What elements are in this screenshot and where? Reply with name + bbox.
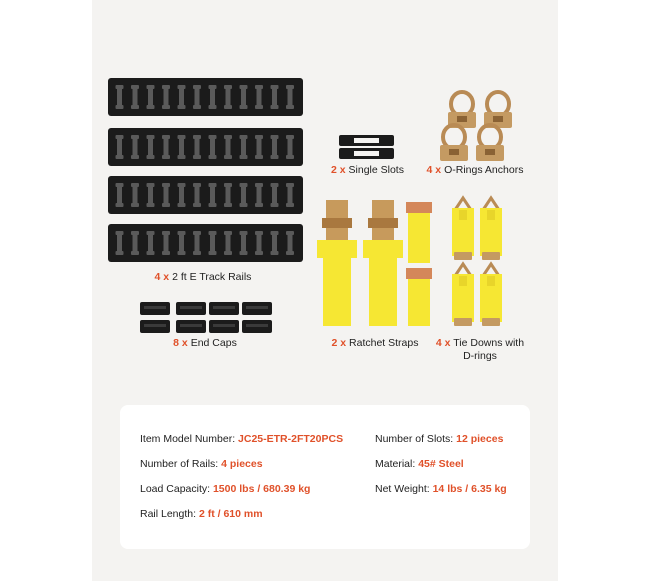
- caption-o-rings: [420, 164, 530, 177]
- spec-capacity-value: 1500 lbs / 680.39 kg: [212, 483, 311, 495]
- spec-rails: [140, 458, 263, 470]
- caption-single-slots-name: Single Slots: [348, 164, 404, 176]
- ratchet-straps-image: [317, 200, 432, 326]
- spec-weight: [375, 483, 507, 495]
- spec-model-value: JC25-ETR-2FT20PCS: [238, 433, 344, 445]
- single-slots-image: [339, 135, 394, 159]
- spec-material-value: 45# Steel: [418, 458, 464, 470]
- spec-capacity: [140, 483, 310, 495]
- end-caps-image: [140, 302, 272, 333]
- caption-tie-downs-name: Tie Downs with: [453, 337, 525, 349]
- caption-rails-name: 2 ft E Track Rails: [172, 271, 252, 283]
- spec-length-label: Rail Length:: [140, 508, 197, 520]
- e-track-rails-image: [108, 78, 303, 262]
- spec-rails-label: Number of Rails:: [140, 458, 219, 470]
- spec-capacity-label: Load Capacity:: [140, 483, 211, 495]
- caption-ratchet-qty: 2 x: [331, 337, 347, 349]
- tie-downs-image: [452, 198, 502, 326]
- spec-weight-value: 14 lbs / 6.35 kg: [432, 483, 507, 495]
- caption-rails-qty: 4 x: [154, 271, 170, 283]
- spec-slots-label: Number of Slots:: [375, 433, 454, 445]
- spec-model-label: Item Model Number:: [140, 433, 236, 445]
- spec-material: [375, 458, 464, 470]
- caption-single-slots-qty: 2 x: [331, 164, 346, 176]
- spec-length: [140, 508, 263, 520]
- caption-tie-downs-name2: D-rings: [463, 350, 497, 362]
- o-rings-anchors-image: [440, 92, 512, 161]
- caption-ratchet-name: Ratchet Straps: [349, 337, 419, 349]
- caption-end-caps-name: End Caps: [190, 337, 237, 349]
- spec-model: [140, 433, 343, 445]
- caption-ratchet: [325, 337, 425, 350]
- caption-tie-downs: [430, 337, 530, 363]
- caption-end-caps: [165, 337, 245, 350]
- caption-o-rings-name: O-Rings Anchors: [444, 164, 524, 176]
- caption-rails: [148, 271, 258, 284]
- caption-single-slots: [325, 164, 410, 177]
- spec-weight-label: Net Weight:: [375, 483, 430, 495]
- spec-rails-value: 4 pieces: [221, 458, 263, 470]
- spec-length-value: 2 ft / 610 mm: [198, 508, 263, 520]
- spec-slots: [375, 433, 503, 445]
- caption-end-caps-qty: 8 x: [173, 337, 188, 349]
- caption-tie-downs-qty: 4 x: [435, 337, 451, 349]
- spec-material-label: Material:: [375, 458, 416, 470]
- specs-card: [120, 405, 530, 549]
- caption-o-rings-qty: 4 x: [426, 164, 442, 176]
- spec-slots-value: 12 pieces: [456, 433, 504, 445]
